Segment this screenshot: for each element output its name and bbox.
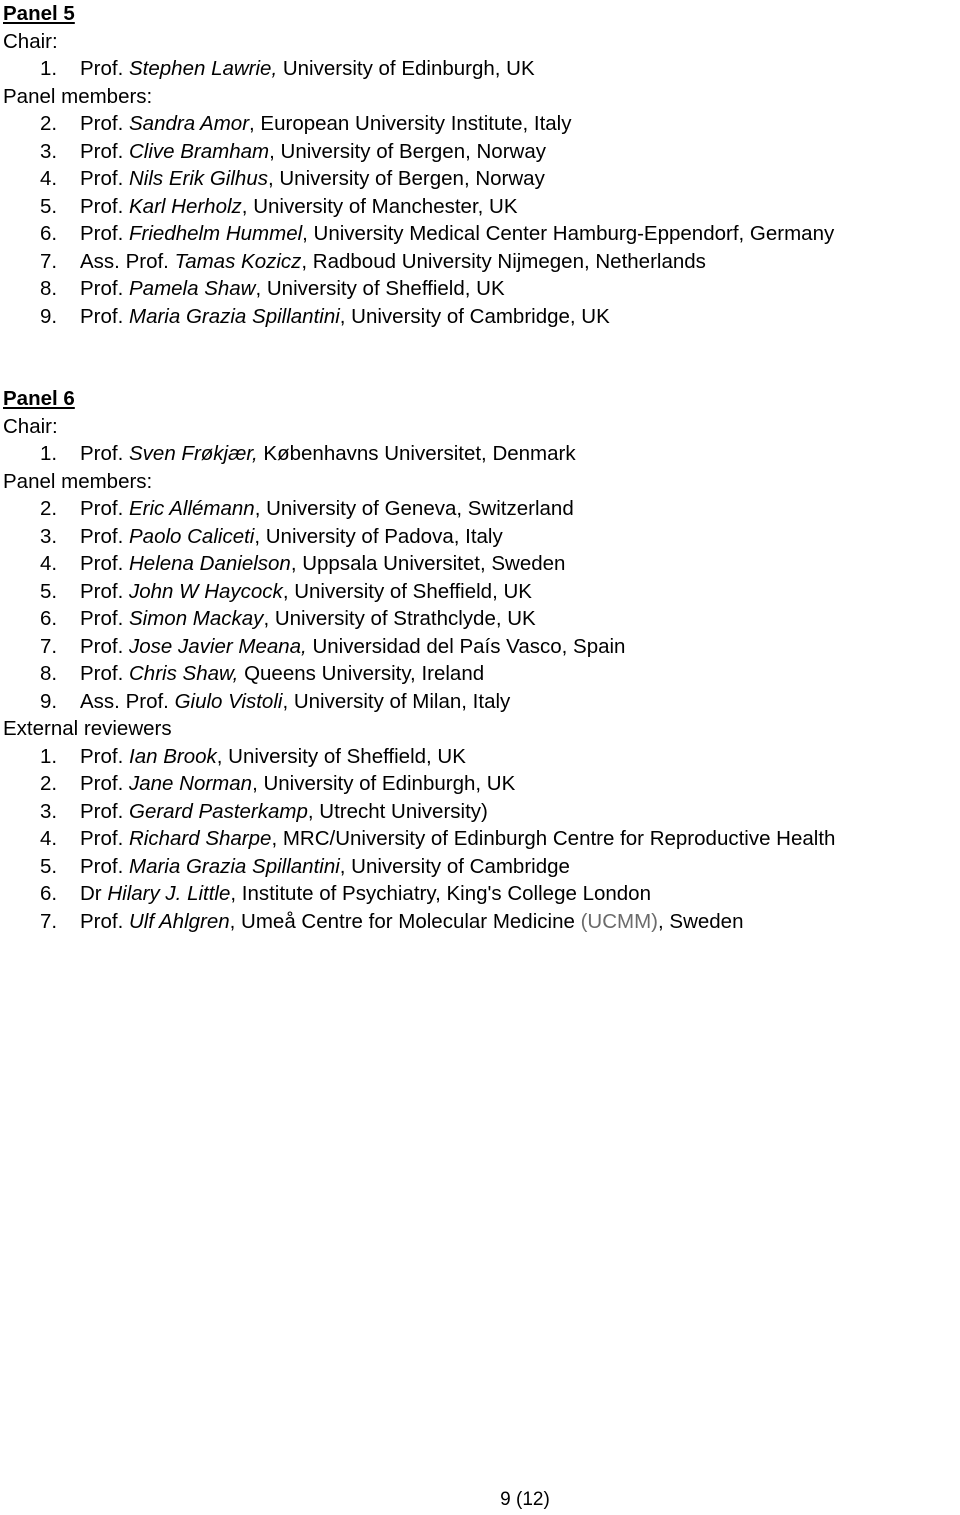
affiliation: , Utrecht University) [307,799,488,823]
person-name: Friedhelm Hummel [129,222,303,245]
panel-5-heading: Panel 5 [3,2,75,25]
list-item [3,688,960,716]
affiliation: , Uppsala Universitet, Sweden [290,552,566,575]
person-name: Nils Erik Gilhus [129,167,268,190]
affiliation-abbreviation: (UCMM) [580,909,658,933]
person-name: Simon Mackay [129,607,264,630]
list-item [3,770,960,798]
item-title: Prof. [80,634,124,658]
item-title: Prof. [80,222,124,245]
person-name: Maria Grazia Spillantini [129,854,340,878]
panel-5-chair-label: Chair: [3,29,58,53]
item-title: Prof. [80,772,124,795]
affiliation: , University of Sheffield, UK [255,277,505,300]
item-title: Prof. [80,139,124,163]
item-number: 2. [40,112,58,135]
item-number: 6. [40,607,58,630]
item-number: 6. [40,882,58,905]
list-item [3,605,960,633]
panel-6-chair-label: Chair: [3,414,58,438]
person-name: Sandra Amor [129,112,250,135]
affiliation: , Radboud University Nijmegen, Netherlands [301,249,706,273]
person-name: Chris Shaw, [129,662,239,685]
item-title: Prof. [80,662,124,685]
panel-5-members-list [3,110,960,330]
list-item [3,578,960,606]
panel-5-chair-list [3,55,960,83]
item-number: 9. [40,304,58,328]
document-page [3,0,960,935]
item-number: 4. [40,552,58,575]
person-name: Helena Danielson [129,552,291,575]
item-title: Prof. [80,607,124,630]
affiliation: University of Edinburgh, UK [277,57,535,80]
affiliation-country: , Sweden [658,909,744,933]
item-title: Prof. [80,194,124,218]
item-title: Prof. [80,524,124,548]
panel-6-members-label: Panel members: [3,469,153,493]
person-name: Maria Grazia Spillantini [129,304,340,328]
list-item [3,138,960,166]
affiliation: , Institute of Psychiatry, King's College London [230,882,651,905]
item-title: Prof. [80,304,124,328]
item-title: Ass. Prof. [80,249,169,273]
person-name: Tamas Kozicz [174,249,302,273]
list-item [3,743,960,771]
person-name: Giulo Vistoli [174,689,283,713]
item-number: 3. [40,799,58,823]
list-item [3,853,960,881]
list-item [3,825,960,853]
item-title: Prof. [80,277,124,300]
item-title: Prof. [80,167,124,190]
section-spacer [3,330,960,385]
list-item [3,275,960,303]
panel-6-chair-list [3,440,960,468]
item-title: Dr [80,882,102,905]
item-number: 2. [40,497,58,520]
person-name: Stephen Lawrie, [129,57,278,80]
person-name: Hilary J. Little [107,882,231,905]
item-number: 3. [40,524,58,548]
list-item [3,495,960,523]
list-item [3,798,960,826]
person-name: Ulf Ahlgren [129,909,230,933]
affiliation: , University of Bergen, Norway [267,167,545,190]
list-item [3,660,960,688]
item-title: Prof. [80,744,124,768]
item-title: Prof. [80,497,124,520]
affiliation: , University Medical Center Hamburg-Eppendorf, Germany [302,222,835,245]
item-number: 2. [40,772,58,795]
affiliation: , Umeå Centre for Molecular Medicine [229,909,581,933]
panel-5-section [3,0,960,330]
affiliation: , University of Edinburgh, UK [252,772,516,795]
panel-6-section [3,385,960,935]
list-item [3,523,960,551]
list-item [3,110,960,138]
item-number: 7. [40,634,58,658]
item-number: 6. [40,222,58,245]
item-title: Prof. [80,442,124,465]
item-title: Prof. [80,579,124,603]
item-number: 1. [40,57,58,80]
person-name: Jane Norman [129,772,253,795]
panel-6-heading: Panel 6 [3,387,75,410]
affiliation: , University of Sheffield, UK [216,744,466,768]
list-item [3,908,960,936]
person-name: Clive Bramham [129,139,270,163]
item-number: 5. [40,854,58,878]
item-number: 5. [40,579,58,603]
list-item [3,248,960,276]
item-title: Prof. [80,799,124,823]
list-item [3,303,960,331]
affiliation: , MRC/University of Edinburgh Centre for Reproductive Health [271,827,836,850]
person-name: Gerard Pasterkamp [129,799,308,823]
item-number: 8. [40,662,58,685]
person-name: John W Haycock [129,579,283,603]
panel-6-members-list [3,495,960,715]
page-number: 9 (12) [500,1489,550,1510]
affiliation: Københavns Universitet, Denmark [257,442,576,465]
affiliation: Universidad del País Vasco, Spain [306,634,626,658]
item-number: 1. [40,442,58,465]
item-number: 5. [40,194,58,218]
person-name: Paolo Caliceti [129,524,255,548]
affiliation: , University of Manchester, UK [241,194,518,218]
list-item [3,633,960,661]
person-name: Eric Allémann [129,497,255,520]
person-name: Pamela Shaw [129,277,256,300]
list-item [3,220,960,248]
item-number: 7. [40,249,58,273]
panel-5-members-label: Panel members: [3,84,153,108]
item-title: Prof. [80,552,124,575]
list-item [3,880,960,908]
affiliation: , University of Milan, Italy [282,689,511,713]
affiliation: , European University Institute, Italy [249,112,572,135]
item-title: Prof. [80,57,124,80]
affiliation: , University of Sheffield, UK [282,579,532,603]
external-reviewers-label: External reviewers [3,717,172,740]
item-number: 1. [40,744,58,768]
item-title: Prof. [80,112,124,135]
affiliation: , University of Bergen, Norway [269,139,546,163]
item-number: 9. [40,689,58,713]
item-title: Ass. Prof. [80,689,169,713]
person-name: Sven Frøkjær, [129,442,258,465]
affiliation: , University of Geneva, Switzerland [254,497,574,520]
affiliation: , University of Strathclyde, UK [263,607,536,630]
list-item [3,550,960,578]
affiliation: , University of Cambridge [339,854,570,878]
item-title: Prof. [80,854,124,878]
person-name: Ian Brook [129,744,217,768]
affiliation: Queens University, Ireland [238,662,485,685]
list-item [3,55,960,83]
item-title: Prof. [80,909,124,933]
item-number: 4. [40,827,58,850]
item-number: 8. [40,277,58,300]
person-name: Jose Javier Meana, [129,634,307,658]
list-item [3,193,960,221]
item-title: Prof. [80,827,124,850]
list-item [3,165,960,193]
item-number: 7. [40,909,58,933]
person-name: Richard Sharpe [129,827,272,850]
item-number: 4. [40,167,58,190]
external-reviewers-list [3,743,960,936]
affiliation: , University of Cambridge, UK [339,304,610,328]
item-number: 3. [40,139,58,163]
list-item [3,440,960,468]
affiliation: , University of Padova, Italy [254,524,503,548]
person-name: Karl Herholz [129,194,242,218]
